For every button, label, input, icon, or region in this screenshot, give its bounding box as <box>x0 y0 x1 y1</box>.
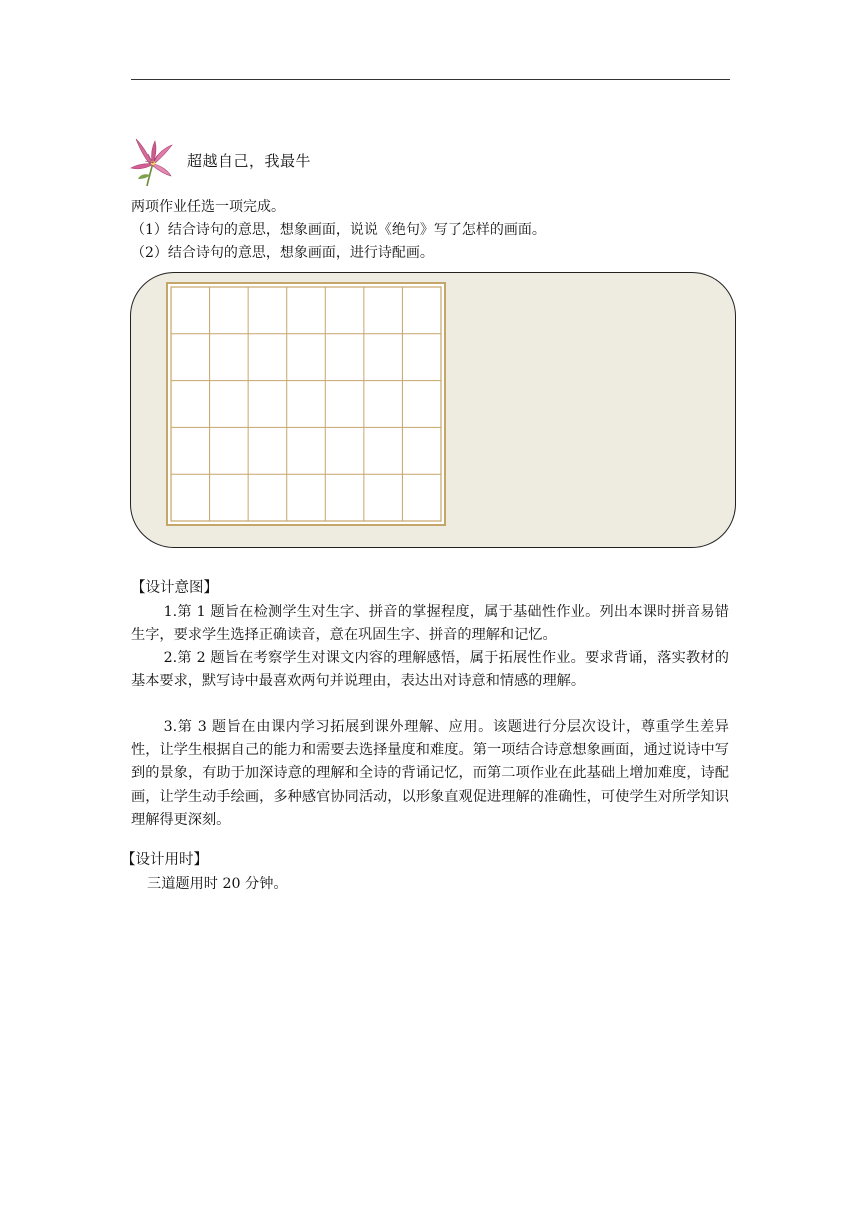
design-intent-paragraph-2: 2.第 2 题旨在考察学生对课文内容的理解感悟，属于拓展性作业。要求背诵，落实教材的基本要求，默写诗中最喜欢两句并说理由，表达出对诗意和情感的理解。 <box>131 650 729 690</box>
homework-instruction: 两项作业任选一项完成。 <box>131 199 285 215</box>
grid-lines <box>168 284 444 524</box>
lily-flower-icon <box>130 137 174 187</box>
section-title: 超越自己，我最牛 <box>187 152 312 170</box>
homework-option-1: （1）结合诗句的意思，想象画面，说说《绝句》写了怎样的画面。 <box>131 222 546 238</box>
design-intent-paragraph-1: 1.第 1 题旨在检测学生对生字、拼音的掌握程度，属于基础性作业。列出本课时拼音易错生字，要求学生选择正确读音，意在巩固生字、拼音的理解和记忆。 <box>131 604 729 644</box>
design-intent-heading: 【设计意图】 <box>131 580 218 596</box>
grid-inner-frame <box>171 287 441 521</box>
design-time-heading: 【设计用时】 <box>121 852 208 868</box>
homework-option-2: （2）结合诗句的意思，想象画面，进行诗配画。 <box>131 245 434 261</box>
drawing-frame <box>130 272 736 548</box>
header-rule <box>131 79 730 80</box>
design-intent-paragraph-3: 3.第 3 题旨在由课内学习拓展到课外理解、应用。该题进行分层次设计，尊重学生差异性，让学生根据自己的能力和需要去选择量度和难度。第一项结合诗意想象画面，通过说诗中写到的景象，有助于加深诗意的理解和全诗的背诵记忆，而第二项作业在此基础上增加难度，诗配画，让学生动手绘画，多种感官协同活动，以形象直观促进理解的准确性，可使学生对所学知识理解得更深刻。 <box>131 719 729 828</box>
design-time-text: 三道题用时 20 分钟。 <box>147 876 288 892</box>
poem-writing-grid[interactable] <box>166 282 446 526</box>
